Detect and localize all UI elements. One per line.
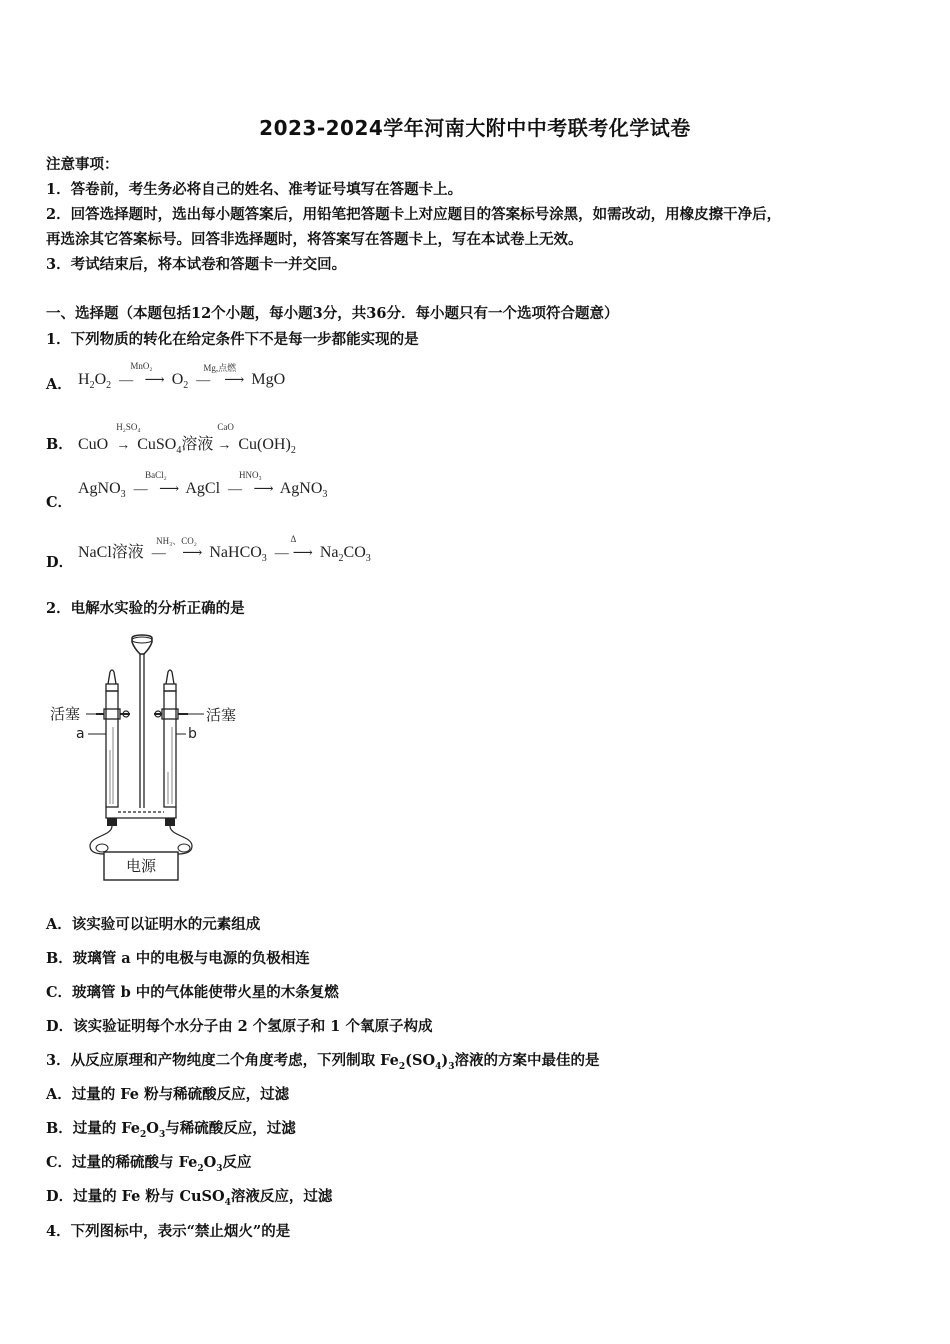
q1-option-d-label: D． <box>46 554 74 571</box>
q1-option-b-equation <box>78 422 296 457</box>
q1-option-c-equation <box>78 470 328 501</box>
q3c-sub-2: 3 <box>216 1163 223 1174</box>
q1d-product-sub: 2 <box>338 553 344 565</box>
q1c-arrow-1: BaCl₂ — ⟶ <box>133 470 179 497</box>
q1b-arrow-2: CaO → <box>217 422 234 453</box>
q3-stem <box>46 1049 600 1072</box>
left-valve-label: 活塞 <box>50 705 81 723</box>
q1a-r1b: O <box>94 371 107 388</box>
q1-option-b-label: B． <box>46 436 73 453</box>
electrolysis-apparatus-figure <box>46 632 256 887</box>
q1-option-a-equation <box>78 361 286 392</box>
q3-stem-mid: (SO <box>405 1052 436 1069</box>
q1c-arrow-2: HNO₃ — ⟶ <box>228 470 273 497</box>
q1d-cond-1: NH₃、CO₂ <box>156 536 197 546</box>
q1-stem: 1．下列物质的转化在给定条件下不是每一步都能实现的是 <box>46 331 419 348</box>
right-wire <box>170 826 192 854</box>
q1a-arrow-2: Mg,点燃 — ⟶ <box>196 363 244 388</box>
q1c-r1: AgNO <box>78 480 121 497</box>
q3-option-d <box>46 1185 332 1208</box>
q3c-mid: O <box>203 1154 217 1171</box>
q1a-cond-2: Mg,点燃 <box>203 363 237 373</box>
q1d-mid: NaHCO <box>209 544 262 561</box>
q2-option-a: A．该实验可以证明水的元素组成 <box>46 916 261 933</box>
q3-stem-mid-2: ) <box>441 1052 449 1069</box>
q1b-cond-2: CaO <box>217 422 234 432</box>
right-tube-tip <box>166 670 174 684</box>
q1d-product-2-sub: 3 <box>365 553 371 565</box>
notice-heading: 注意事项： <box>46 156 119 173</box>
q2-stem: 2．电解水实验的分析正确的是 <box>46 600 245 617</box>
funnel-rim <box>132 637 152 643</box>
q1-option-a-label: A． <box>46 376 72 393</box>
q3c-post: 反应 <box>222 1154 252 1171</box>
q1-option-d-equation <box>78 534 371 565</box>
q1c-mid: AgCl <box>185 480 221 497</box>
q3b-mid: O <box>146 1120 159 1137</box>
q3b-post: 与稀硫酸反应，过滤 <box>165 1120 296 1137</box>
q3b-sub-2: 3 <box>158 1129 166 1140</box>
q1d-arrow-2: Δ — ⟶ <box>274 534 312 561</box>
page-title: 2023-2024学年河南大附中中考联考化学试卷 <box>259 116 691 140</box>
q1a-r1: H <box>78 371 90 388</box>
notice-item-1: 1．答卷前，考生务必将自己的姓名、准考证号填写在答题卡上。 <box>46 181 463 198</box>
q3-stem-sub-1: 2 <box>398 1061 406 1072</box>
tube-b-label: b <box>188 726 197 742</box>
q3-stem-pre: 3．从反应原理和产物纯度二个角度考虑，下列制取 Fe <box>46 1052 399 1069</box>
q3b-pre: B．过量的 Fe <box>46 1120 141 1137</box>
q1d-arrow-1: NH₃、CO₂ — ⟶ <box>151 536 202 561</box>
q1b-product: Cu(OH) <box>238 436 291 453</box>
q3d-pre: D．过量的 Fe 粉与 CuSO <box>46 1188 225 1205</box>
q1b-cond-1: H₂SO₄ <box>116 422 141 432</box>
q1d-r1: NaCl溶液 <box>78 544 144 561</box>
q3-option-b <box>46 1117 296 1140</box>
notice-item-2-cont: 再选涂其它答案标号。回答非选择题时，将答案写在答题卡上，写在本试卷上无效。 <box>46 231 583 248</box>
tube-a-label: a <box>76 726 85 742</box>
q1c-product: AgNO <box>279 480 323 497</box>
q1b-arrow-1: H₂SO₄ → <box>116 422 141 453</box>
q1c-product-sub: 3 <box>322 489 328 501</box>
q3c-sub-1: 2 <box>197 1163 204 1174</box>
q2-option-d: D．该实验证明每个水分子由 2 个氢原子和 1 个氧原子构成 <box>46 1018 433 1035</box>
right-terminal <box>178 844 190 852</box>
right-tube-neck <box>164 684 176 691</box>
q3-stem-post: 溶液的方案中最佳的是 <box>454 1052 600 1069</box>
q3b-sub-1: 2 <box>140 1129 147 1140</box>
q1b-product-sub: 2 <box>290 445 296 457</box>
left-terminal <box>96 844 108 852</box>
notice-item-2: 2．回答选择题时，选出每小题答案后，用铅笔把答题卡上对应题目的答案标号涂黑，如需改动，用橡皮擦干净后， <box>46 206 782 223</box>
q1a-cond-1: MnO₂ <box>130 361 153 371</box>
left-wire <box>90 826 112 854</box>
q1d-cond-2: Δ <box>290 534 297 544</box>
q1c-cond-1: BaCl₂ <box>145 470 167 480</box>
q1a-mid: O <box>171 371 184 388</box>
q1d-mid-sub: 3 <box>261 553 267 565</box>
right-valve-label: 活塞 <box>206 706 237 724</box>
q1a-r1b-sub: 2 <box>106 380 112 392</box>
q1c-r1-sub: 3 <box>120 489 126 501</box>
q1a-mid-sub: 2 <box>183 380 189 392</box>
right-electrode-plug <box>165 818 175 826</box>
q3-stem-sub-3: 3 <box>448 1061 455 1072</box>
q1b-mid-sub: 4 <box>176 445 182 457</box>
left-tube-tip <box>108 670 116 684</box>
q1b-r1: CuO <box>78 436 109 453</box>
q1a-r1-sub: 2 <box>89 380 95 392</box>
q3d-sub-1: 4 <box>224 1197 231 1208</box>
notice-item-3: 3．考试结束后，将本试卷和答题卡一并交回。 <box>46 256 347 273</box>
q1d-product-2: CO <box>343 544 366 561</box>
left-tube-neck <box>106 684 118 691</box>
q1b-mid-tail: 溶液 <box>181 436 214 453</box>
q3d-post: 溶液反应，过滤 <box>230 1188 333 1205</box>
q1c-cond-2: HNO₃ <box>239 470 262 480</box>
left-electrode-plug <box>107 818 117 826</box>
q3-option-c <box>46 1151 252 1174</box>
power-supply-label: 电源 <box>125 857 157 875</box>
q2-option-c: C．玻璃管 b 中的气体能使带火星的木条复燃 <box>46 984 339 1001</box>
q1d-product: Na <box>319 544 339 561</box>
q1b-mid: CuSO <box>137 436 177 453</box>
q1-option-c-label: C． <box>46 494 73 511</box>
q1a-arrow-1: MnO₂ — ⟶ <box>119 361 164 388</box>
q2-option-b: B．玻璃管 a 中的电极与电源的负极相连 <box>46 950 310 967</box>
q3c-pre: C．过量的稀硫酸与 Fe <box>46 1154 198 1171</box>
section-heading: 一、选择题（本题包括12个小题，每小题3分，共36分．每小题只有一个选项符合题意） <box>46 305 619 322</box>
q1a-product: MgO <box>251 371 286 388</box>
q4-stem: 4．下列图标中，表示“禁止烟火”的是 <box>46 1223 291 1240</box>
q3-option-a: A．过量的 Fe 粉与稀硫酸反应，过滤 <box>46 1086 290 1103</box>
q3-stem-sub-2: 4 <box>435 1061 442 1072</box>
